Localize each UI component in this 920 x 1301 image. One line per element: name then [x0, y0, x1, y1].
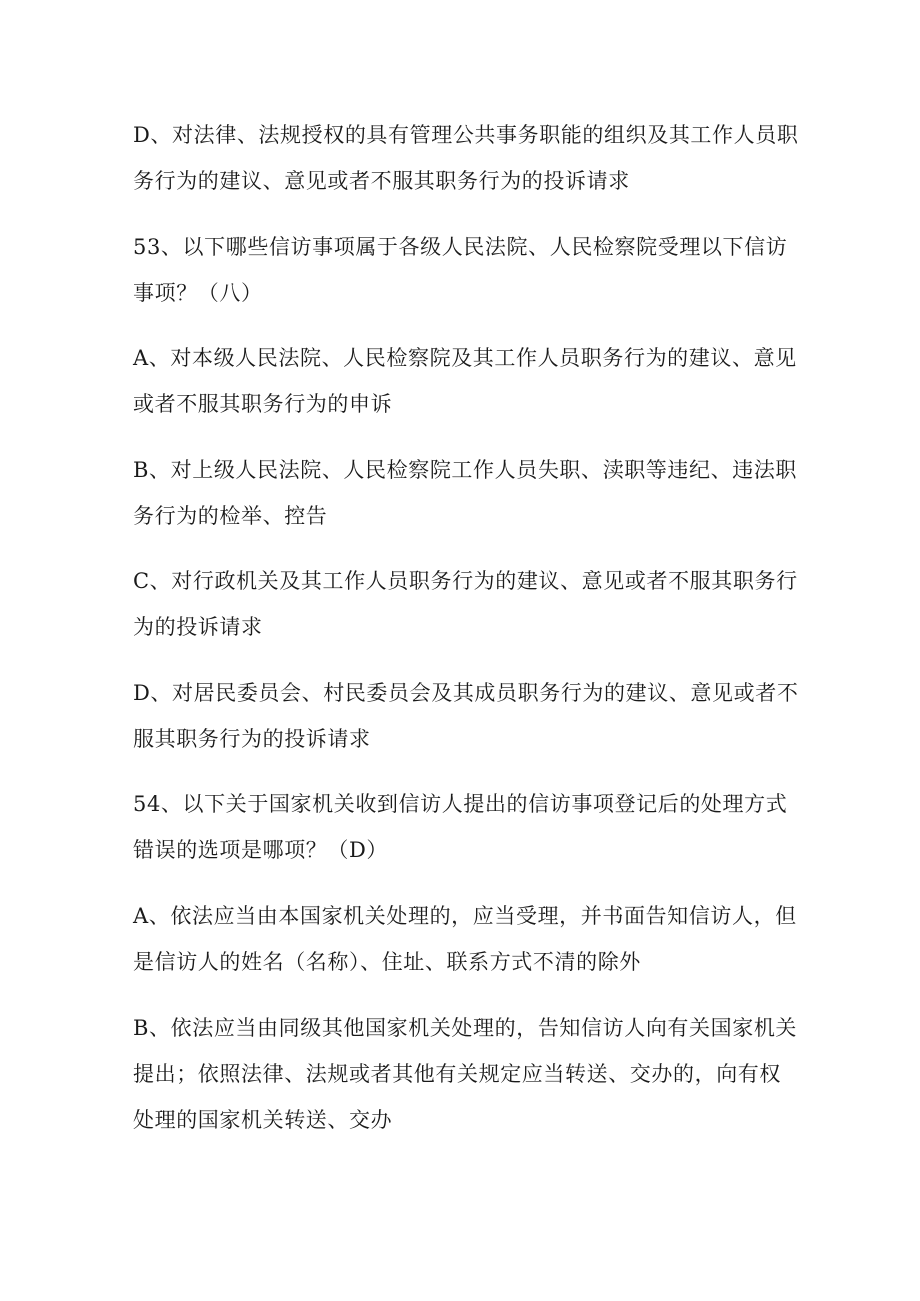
text-line: 服其职务行为的投诉请求 — [133, 727, 371, 751]
text-line: 务行为的建议、意见或者不服其职务行为的投诉请求 — [133, 169, 630, 193]
option-b-q53 — [133, 447, 798, 539]
text-line: 处理的国家机关转送、交办 — [133, 1108, 393, 1132]
text-line: B、对上级人民法院、人民检察院工作人员失职、渎职等违纪、违法职 — [133, 458, 798, 482]
text-line: B、依法应当由同级其他国家机关处理的，告知信访人向有关国家机关 — [133, 1016, 798, 1040]
question-53 — [133, 224, 793, 316]
text-line: 为的投诉请求 — [133, 615, 263, 639]
option-a-q53 — [133, 335, 797, 427]
text-line: 是信访人的姓名（名称）、住址、联系方式不清的除外 — [133, 950, 641, 974]
option-d-q52 — [133, 112, 799, 204]
text-line: 提出；依照法律、法规或者其他有关规定应当转送、交办的，向有权 — [133, 1062, 781, 1086]
option-b-q54 — [133, 1005, 798, 1143]
text-line: 错误的选项是哪项？（D） — [133, 838, 389, 862]
text-line: 务行为的检举、控告 — [133, 504, 328, 528]
text-line: A、依法应当由本国家机关处理的，应当受理，并书面告知信访人，但 — [133, 904, 797, 928]
question-54 — [133, 781, 793, 873]
text-line: D、对法律、法规授权的具有管理公共事务职能的组织及其工作人员职 — [133, 123, 799, 147]
text-line: D、对居民委员会、村民委员会及其成员职务行为的建议、意见或者不 — [133, 681, 799, 705]
text-line: A、对本级人民法院、人民检察院及其工作人员职务行为的建议、意见 — [133, 346, 797, 370]
text-line: 或者不服其职务行为的申诉 — [133, 392, 393, 416]
option-d-q53 — [133, 670, 799, 762]
text-line: 53、以下哪些信访事项属于各级人民法院、人民检察院受理以下信访 — [133, 235, 788, 259]
text-line: 54、以下关于国家机关收到信访人提出的信访事项登记后的处理方式 — [133, 792, 788, 816]
text-line: 事项？（八） — [133, 281, 263, 305]
text-line: C、对行政机关及其工作人员职务行为的建议、意见或者不服其职务行 — [133, 569, 798, 593]
option-a-q54 — [133, 893, 797, 985]
option-c-q53 — [133, 558, 798, 650]
